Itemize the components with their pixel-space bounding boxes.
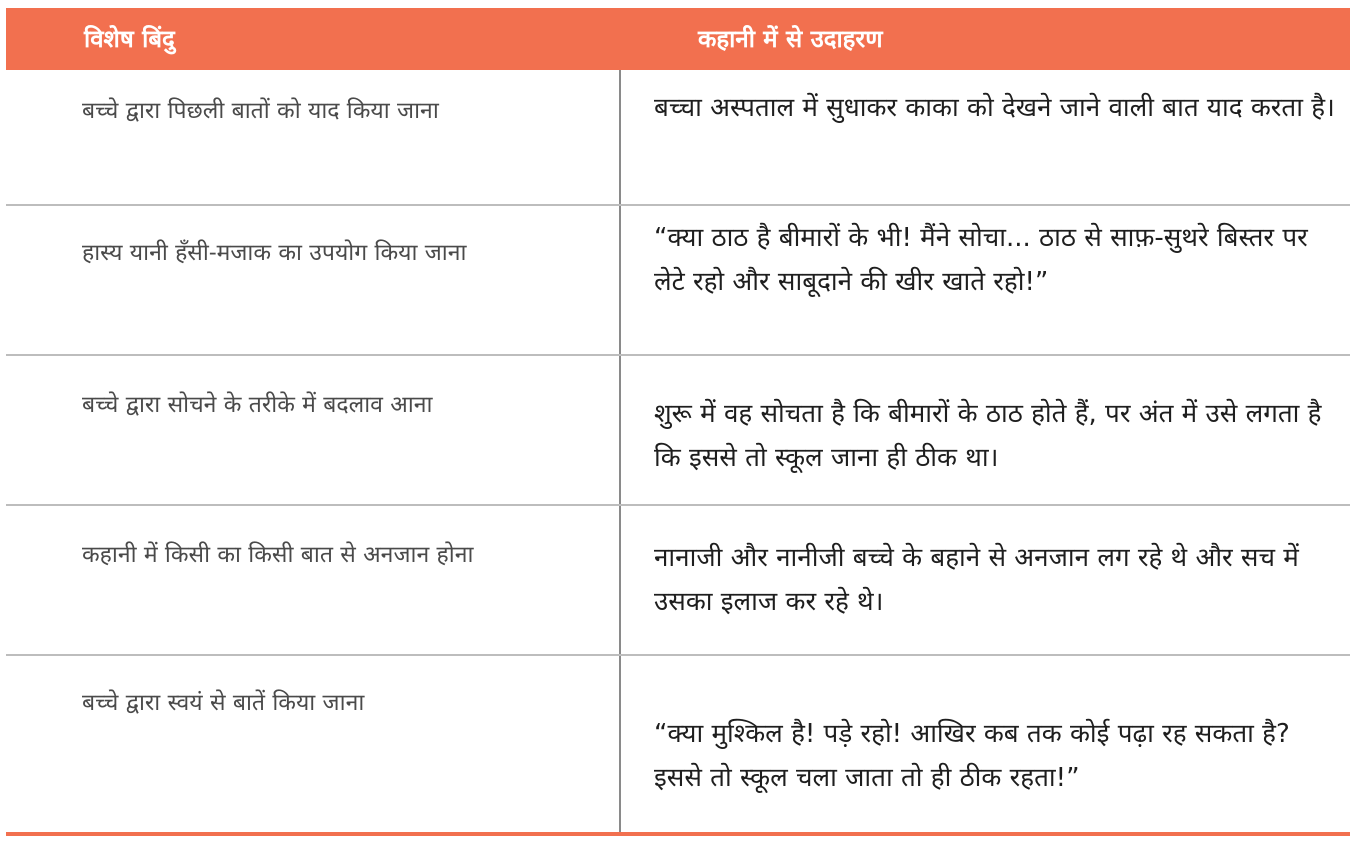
row-divider [6, 654, 1350, 656]
table-row-4-point: कहानी में किसी का किसी बात से अनजान होना [82, 542, 474, 568]
table-row-3-point: बच्चे द्वारा सोचने के तरीके में बदलाव आना [82, 392, 433, 418]
column-divider [619, 70, 621, 832]
table-bottom-rule [6, 832, 1350, 836]
table-row-4-example: नानाजी और नानीजी बच्चे के बहाने से अनजान लग रहे थे और सच में उसका इलाज कर रहे थे। [654, 543, 1299, 617]
story-examples-table [6, 8, 1350, 836]
table-header [6, 8, 1350, 70]
header-special-point: विशेष बिंदु [84, 25, 175, 53]
table-row-1-point: बच्चे द्वारा पिछली बातों को याद किया जाना [82, 98, 439, 124]
table-row-1-example: बच्चा अस्पताल में सुधाकर काका को देखने जाने वाली बात याद करता है। [654, 93, 1335, 123]
table-row-5-example: “क्या मुश्किल है! पड़े रहो! आखिर कब तक कोई पढ़ा रह सकता है? इससे तो स्कूल चला जाता तो ही ठीक रहता!” [654, 719, 1290, 793]
row-divider [6, 504, 1350, 506]
table-row-3-example: शुरू में वह सोचता है कि बीमारों के ठाठ होते हैं, पर अंत में उसे लगता है कि इससे तो स्कूल जाना ही ठीक था। [654, 399, 1322, 473]
table-row-5-point: बच्चे द्वारा स्वयं से बातें किया जाना [82, 690, 365, 716]
table-row-2-example: “क्या ठाठ है बीमारों के भी! मैंने सोचा... ठाठ से साफ़-सुथरे बिस्तर पर लेटे रहो और साबूदाने की खीर खाते रहो!” [654, 223, 1308, 297]
row-divider [6, 204, 1350, 206]
header-story-example: कहानी में से उदाहरण [698, 25, 883, 53]
row-divider [6, 354, 1350, 356]
table-row-2-point: हास्य यानी हँसी-मजाक का उपयोग किया जाना [82, 240, 467, 266]
